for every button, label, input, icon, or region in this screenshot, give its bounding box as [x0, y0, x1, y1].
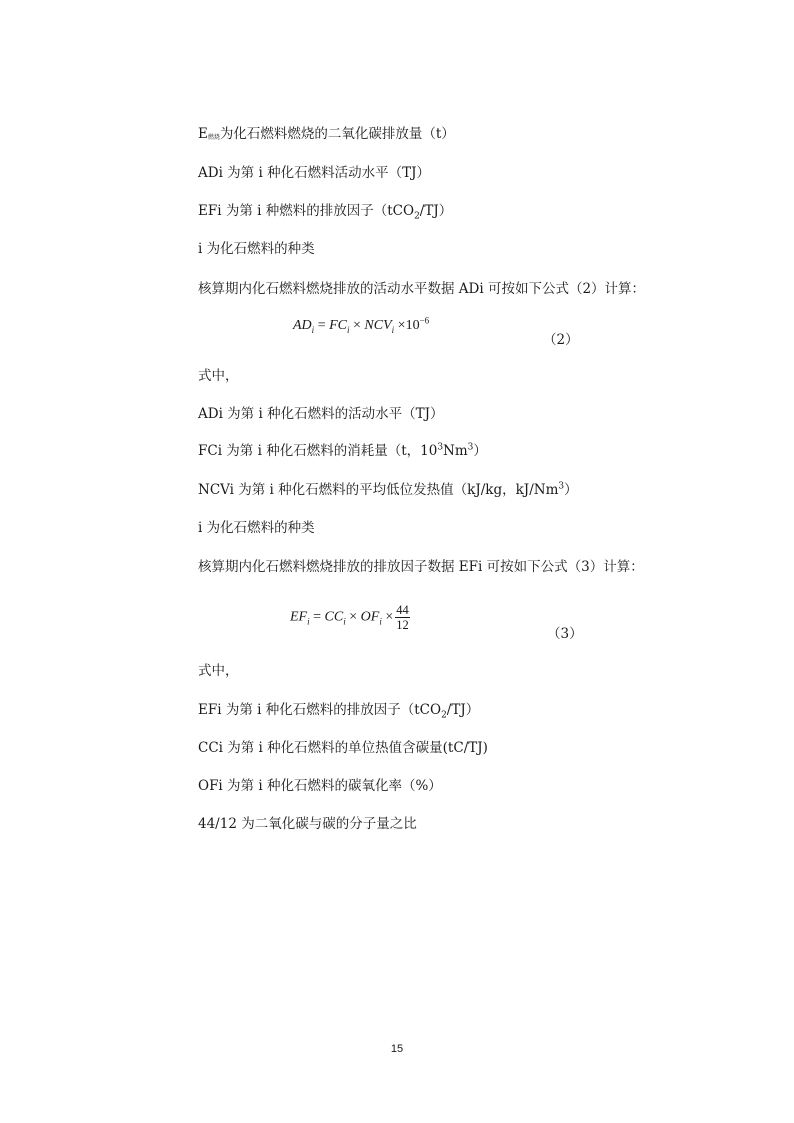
definition-ratio-44-12: 44/12 为二氧化碳与碳的分子量之比: [198, 816, 417, 832]
formula-2-number: （2）: [543, 332, 579, 348]
definition-adi-2: ADi 为第 i 种化石燃料的活动水平（TJ）: [198, 406, 444, 422]
definition-ofi: OFi 为第 i 种化石燃料的碳氧化率（%）: [198, 778, 442, 794]
definition-efi-2: EFi 为第 i 种化石燃料的排放因子（tCO$_2$/TJ）: [198, 702, 480, 721]
paragraph-emission-factor-intro: 核算期内化石燃料燃烧排放的排放因子数据 EFi 可按如下公式（3）计算：: [198, 559, 644, 575]
formula-3-number: （3）: [547, 626, 583, 642]
page-number: 15: [390, 1043, 404, 1055]
fraction-44-12: $\frac{44}{12}$: [396, 603, 409, 632]
definition-adi: ADi 为第 i 种化石燃料活动水平（TJ）: [198, 165, 430, 181]
shi-zhong-label-1: 式中，: [198, 368, 239, 384]
paragraph-activity-level-intro: 核算期内化石燃料燃烧排放的活动水平数据 ADi 可按如下公式（2）计算：: [198, 281, 646, 297]
formula-3: $EF_i = CC_i \times OF_i$ × $\frac{44}{12}$: [290, 603, 409, 632]
formula-2: $AD_i = FC_i \times NCV_i \times 10^{-6}$: [293, 315, 430, 335]
definition-cci: CCi 为第 i 种化石燃料的单位热值含碳量(tC/TJ): [198, 740, 488, 756]
definition-i-2: i 为化石燃料的种类: [198, 520, 315, 536]
definition-e-combustion: E燃烧为化石燃料燃烧的二氧化碳排放量（t）: [198, 126, 455, 142]
shi-zhong-label-2: 式中，: [198, 663, 239, 679]
definition-i: i 为化石燃料的种类: [198, 241, 315, 257]
definition-ncvi: NCVi 为第 i 种化石燃料的平均低位发热值（kJ/kg，kJ/Nm$^3$）: [198, 481, 578, 498]
definition-efi: EFi 为第 i 种燃料的排放因子（tCO$_2$/TJ）: [198, 203, 453, 222]
definition-fci: FCi 为第 i 种化石燃料的消耗量（t，$10^3Nm^3$）: [198, 442, 487, 459]
